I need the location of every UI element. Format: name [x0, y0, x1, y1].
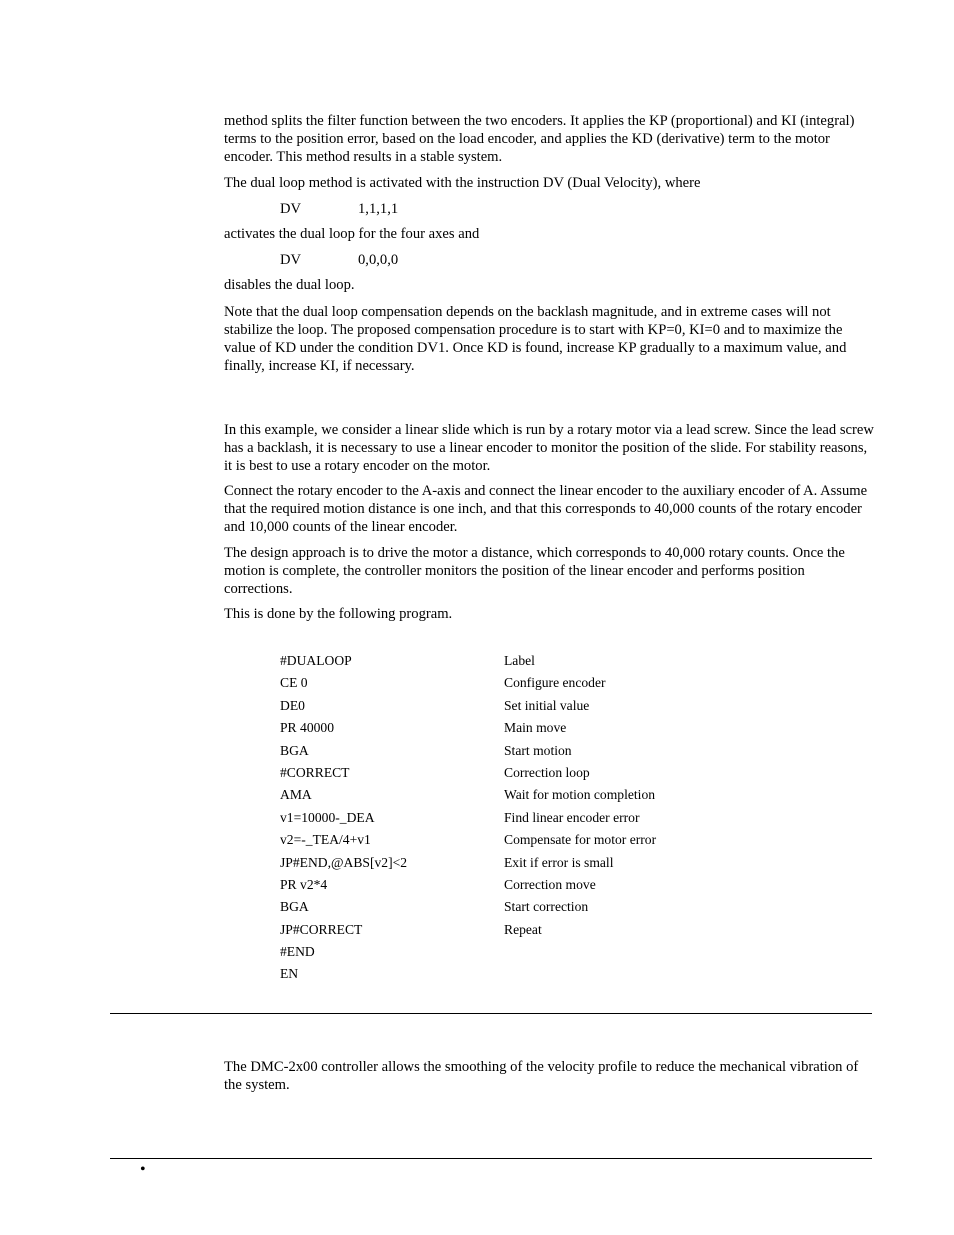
intro-paragraph-1: method splits the filter function between the two encoders. It applies the KP (proportional) and KI (integral) terms to the position error, based on the load encoder, and applies the KD (derivative) term to the motor encoder. This method results in a stable system.: [224, 113, 855, 165]
smoothing-paragraph: The DMC-2x00 controller allows the smoothing of the velocity profile to reduce the mechanical vibration of the system.: [224, 1059, 859, 1093]
program-comment: Start correction: [504, 899, 589, 915]
program-comment: Configure encoder: [504, 675, 606, 691]
program-code: DE0: [280, 697, 305, 713]
program-comment: Set initial value: [504, 697, 590, 713]
example-paragraph-1: In this example, we consider a linear slide which is run by a rotary motor via a lead screw. Since the lead screw has a backlash, it is necessary to use a linear encoder to monitor the position of the slide. For stability reasons, it is best to use a rotary encoder on the motor.: [224, 422, 874, 474]
command-args: 1,1,1,1: [358, 201, 399, 217]
program-code: JP#CORRECT: [280, 921, 363, 937]
intro-paragraph-2: The dual loop method is activated with the instruction DV (Dual Velocity), where: [224, 175, 701, 191]
program-code: CE 0: [280, 675, 308, 691]
example-paragraph-4: This is done by the following program.: [224, 606, 453, 622]
program-code: EN: [280, 966, 299, 982]
program-comment: Exit if error is small: [504, 854, 614, 870]
program-comment: Repeat: [504, 921, 542, 937]
program-comment: Compensate for motor error: [504, 832, 657, 848]
program-code: BGA: [280, 742, 309, 758]
program-comment: Label: [504, 653, 535, 668]
dv-enable-command: [280, 200, 398, 218]
program-code: BGA: [280, 899, 309, 915]
program-code: v2=-_TEA/4+v1: [280, 832, 371, 848]
program-code: PR 40000: [280, 720, 335, 736]
example-paragraph-3: The design approach is to drive the motor a distance, which corresponds to 40,000 rotary counts. Once the motion is complete, the controller monitors the position of the linear encoder and performs position corrections.: [224, 545, 845, 597]
section-divider: [110, 1013, 872, 1014]
program-comment: Start motion: [504, 742, 572, 758]
intro-paragraph-5: Note that the dual loop compensation depends on the backlash magnitude, and in extreme cases will not stabilize the loop. The proposed compensation procedure is to start with KP=0, KI=0 and to maximize the value of KD under the condition DV1. Once KD is found, increase KP gradually to a maximum value, and finally, increase KI, if necessary.: [224, 304, 847, 374]
program-code: v1=10000-_DEA: [280, 809, 375, 825]
dv-disable-command: [280, 251, 398, 269]
program-code: AMA: [280, 787, 312, 803]
intro-paragraph-3: activates the dual loop for the four axes and: [224, 226, 480, 242]
program-code: PR v2*4: [280, 876, 328, 892]
program-comment: Wait for motion completion: [504, 787, 656, 803]
program-comment: Correction loop: [504, 764, 590, 780]
program-comment: Find linear encoder error: [504, 809, 640, 825]
program-code: #DUALOOP: [280, 653, 352, 668]
command-keyword: DV: [280, 252, 302, 268]
footer-divider: [110, 1158, 872, 1159]
program-code: #CORRECT: [280, 764, 350, 780]
command-args: 0,0,0,0: [358, 252, 399, 268]
footer-bullet: •: [140, 1161, 146, 1178]
intro-paragraph-4: disables the dual loop.: [224, 277, 355, 293]
program-comment: Correction move: [504, 876, 596, 892]
command-keyword: DV: [280, 201, 302, 217]
program-comment: Main move: [504, 720, 567, 736]
example-paragraph-2: Connect the rotary encoder to the A-axis and connect the linear encoder to the auxiliary encoder of A. Assume that the required motion distance is one inch, and that this corresponds to 40,000 counts of the rotary encoder and 10,000 counts of the linear encoder.: [224, 483, 868, 535]
program-code: #END: [280, 944, 315, 960]
program-code: JP#END,@ABS[v2]<2: [280, 854, 408, 870]
